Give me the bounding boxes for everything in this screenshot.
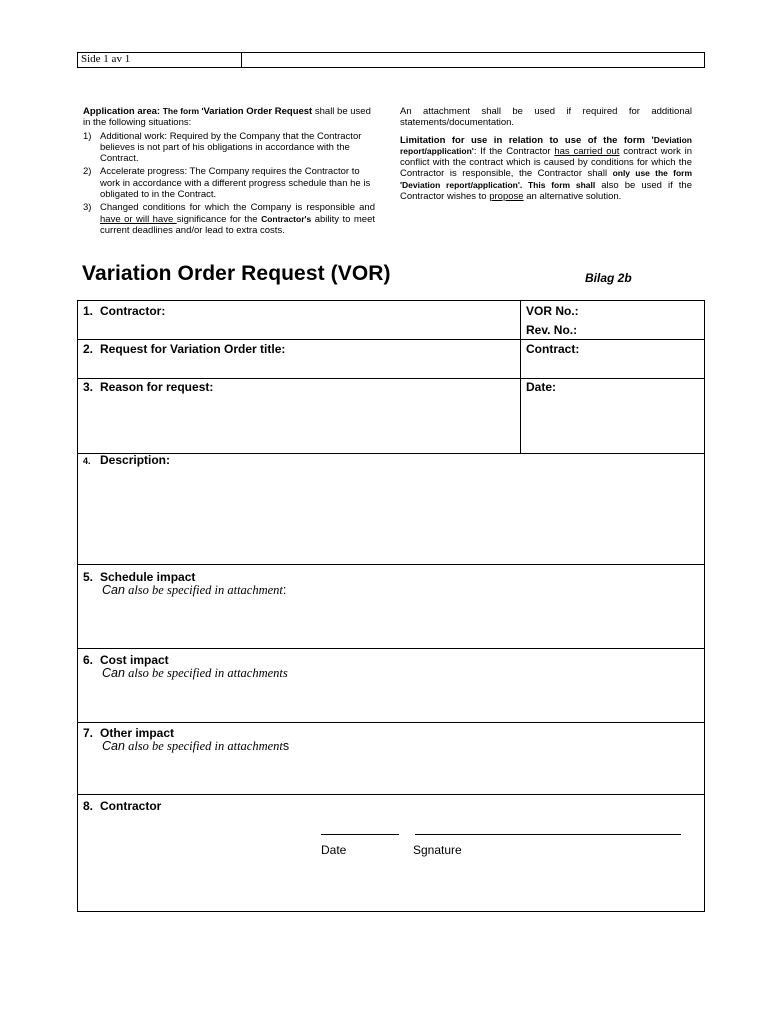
- limitation-paragraph: Limitation for use in relation to use of the form 'Deviation report/application': If the Contractor has carried out contract work in conflict with the contract which is caused by conditions for which the Contractor is responsible, the Contractor shall only use the form 'Deviation report/application'. This form shall also be used if the Contractor wishes to propose an alternative solution.: [400, 134, 692, 203]
- contractor-field[interactable]: 1. Contractor:: [83, 304, 166, 318]
- header-blank-cell: [242, 53, 704, 67]
- list-item: 3) Changed conditions for which the Company is responsible and have or will have significance for the Contractor's ability to meet current deadlines and/or lead to extra costs.: [83, 202, 375, 236]
- sign-date-label: Date: [321, 843, 347, 857]
- cost-impact-field[interactable]: 6. Cost impact: [83, 653, 169, 667]
- reason-field[interactable]: 3. Reason for request:: [83, 380, 214, 394]
- page-number: Side 1 av 1: [78, 53, 242, 67]
- row-request-title: [78, 339, 704, 379]
- contract-field[interactable]: Contract:: [526, 342, 580, 356]
- vor-no-field[interactable]: VOR No.:: [526, 304, 579, 318]
- other-impact-field[interactable]: 7. Other impact: [83, 726, 175, 740]
- description-field[interactable]: 4. Description:: [83, 453, 171, 467]
- row-contractor: [78, 301, 704, 340]
- rev-no-field[interactable]: Rev. No.:: [526, 323, 578, 337]
- row-contractor-signature: [78, 794, 704, 911]
- row-schedule-impact: [78, 564, 704, 649]
- other-impact-note: Can also be specified in attachments: [102, 739, 290, 753]
- schedule-impact-note: Can also be specified in attachment:: [102, 583, 287, 597]
- list-item: 2) Accelerate progress: The Company requires the Contractor to work in accordance with a different progress schedule than he is obligated to in the Contract.: [83, 166, 371, 201]
- appendix-label: Bilag 2b: [585, 271, 632, 285]
- contractor-signature-label: 8. Contractor: [83, 799, 162, 813]
- column-divider: [520, 339, 521, 378]
- form-name: Variation Order Request: [203, 106, 313, 117]
- page-title: Variation Order Request (VOR): [82, 262, 391, 285]
- vor-form: [77, 300, 705, 912]
- row-reason: [78, 378, 704, 454]
- row-cost-impact: [78, 648, 704, 723]
- signature-label: Sgnature: [413, 843, 462, 857]
- list-item: 1) Additional work: Required by the Company that the Contractor believes is not part of his obligations in accordance with the Contract.: [83, 130, 362, 165]
- intro-limitation: [400, 106, 692, 202]
- date-sign-line[interactable]: [321, 834, 399, 835]
- cost-impact-note: Can also be specified in attachments: [102, 666, 288, 680]
- application-area-label: Application area:: [83, 106, 161, 117]
- date-field[interactable]: Date:: [526, 380, 557, 394]
- schedule-impact-field[interactable]: 5. Schedule impact: [83, 570, 196, 584]
- attachment-paragraph: An attachment shall be used if required for additional statements/documentation.: [400, 106, 692, 129]
- column-divider: [520, 301, 521, 339]
- row-other-impact: [78, 722, 704, 795]
- area-rest: shall be used in the following situations:: [83, 106, 371, 129]
- application-area-paragraph: [83, 106, 375, 129]
- request-title-field[interactable]: 2. Request for Variation Order title:: [83, 342, 286, 356]
- column-divider: [520, 378, 521, 453]
- signature-line[interactable]: [415, 834, 681, 835]
- intro-application-area: [83, 106, 375, 236]
- the-form-text: The form ': [162, 106, 204, 116]
- row-description: [78, 453, 704, 565]
- page-header: [77, 52, 705, 68]
- situation-list: [83, 131, 375, 237]
